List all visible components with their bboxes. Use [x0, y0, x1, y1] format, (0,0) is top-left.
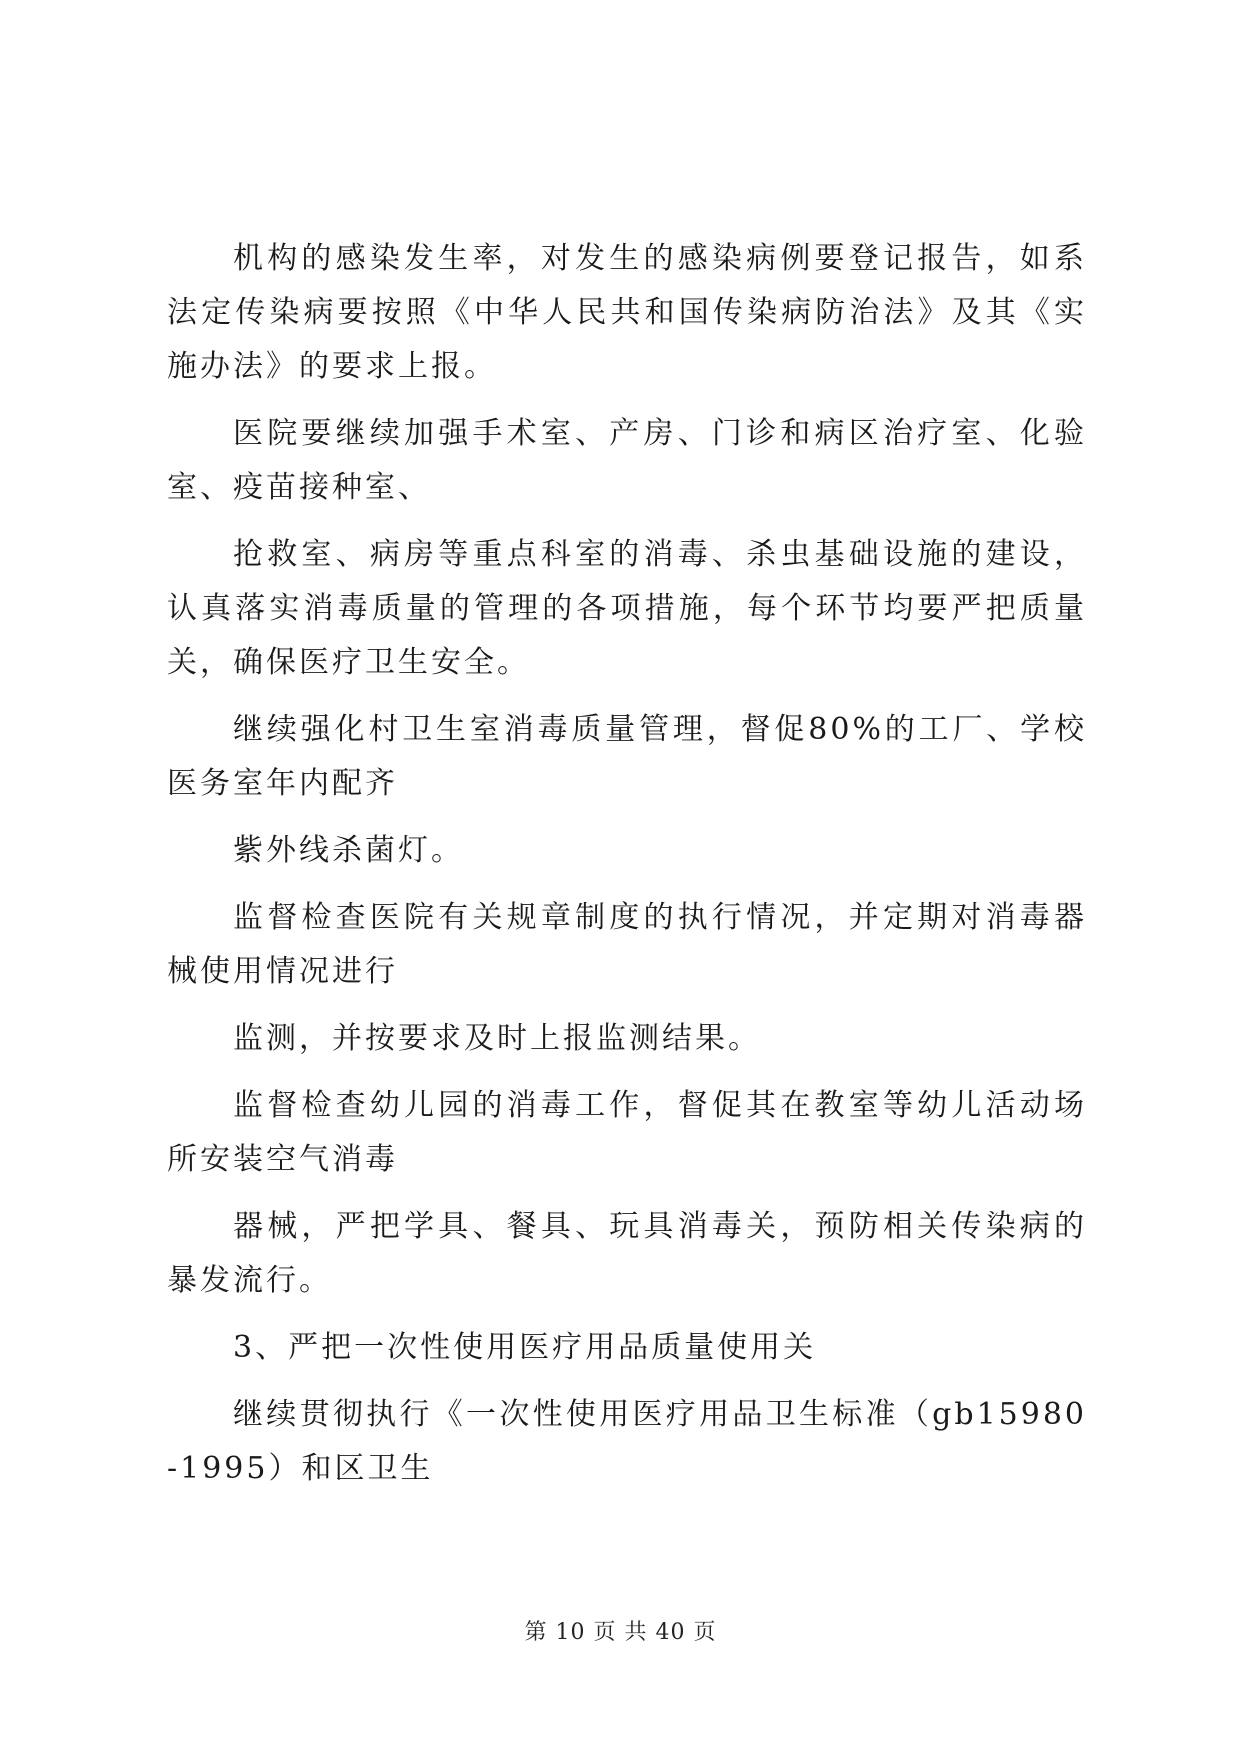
paragraph: 机构的感染发生率，对发生的感染病例要登记报告，如系法定传染病要按照《中华人民共和国传染病防治法》及其《实施办法》的要求上报。	[167, 241, 1087, 384]
page-number-footer: 第 10 页 共 40 页	[524, 1620, 717, 1645]
paragraph: 继续强化村卫生室消毒质量管理，督促80%的工厂、学校医务室年内配齐	[167, 712, 1087, 801]
paragraph: 监督检查医院有关规章制度的执行情况，并定期对消毒器械使用情况进行	[167, 900, 1087, 989]
paragraph: 紫外线杀菌灯。	[233, 833, 464, 868]
document-body	[167, 232, 1087, 1509]
paragraph: 继续贯彻执行《一次性使用医疗用品卫生标准（gb15980-1995）和区卫生	[167, 1397, 1087, 1486]
paragraph: 监督检查幼儿园的消毒工作，督促其在教室等幼儿活动场所安装空气消毒	[167, 1088, 1087, 1177]
paragraph: 医院要继续加强手术室、产房、门诊和病区治疗室、化验室、疫苗接种室、	[167, 416, 1087, 505]
paragraph: 器械，严把学具、餐具、玩具消毒关，预防相关传染病的暴发流行。	[167, 1209, 1087, 1298]
paragraph: 抢救室、病房等重点科室的消毒、杀虫基础设施的建设，认真落实消毒质量的管理的各项措施，每个环节均要严把质量关，确保医疗卫生安全。	[167, 537, 1087, 680]
paragraph: 监测，并按要求及时上报监测结果。	[233, 1021, 761, 1056]
section-heading: 3、严把一次性使用医疗用品质量使用关	[233, 1330, 817, 1365]
